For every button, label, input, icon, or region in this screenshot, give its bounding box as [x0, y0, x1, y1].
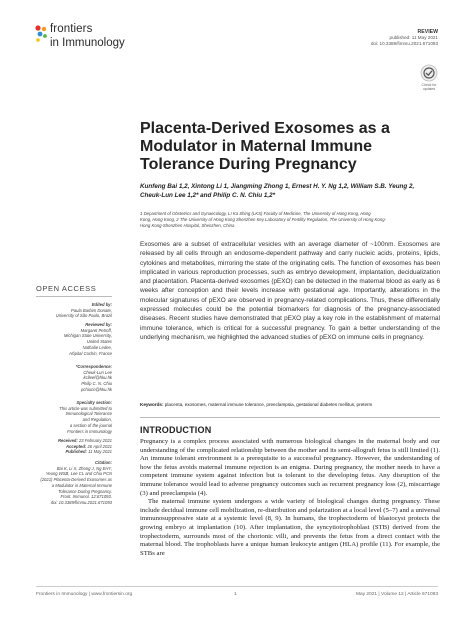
footer-divider: [36, 586, 438, 587]
footer-journal-link[interactable]: Frontiers in Immunology | www.frontiersin.org: [36, 592, 133, 597]
article-type: REVIEW: [417, 29, 438, 35]
correspondence: *Correspondence: Cheuk-Lun Lee kclleef@hku.hk Philip C. N. Chiu pchiucn@hku.hk: [36, 364, 112, 393]
footer-volume: May 2021 | Volume 12 | Article 671093: [356, 592, 438, 597]
page-number: 1: [234, 592, 237, 597]
intro-paragraph-1: Pregnancy is a complex process associated with numerous biological changes in the maternal body and our understanding of the complicated relationship between the mother and its semi-allograft fetus is still limited (1). An immune tolerant environment is a prerequisite to a successful pregnancy. However, the understanding of how the fetus avoids maternal immune rejection is an enigma. During pregnancy, the mother needs to have a competent immune system against infection but is tolerant to the developing fetus. Any disruption of the immune tolerance would lead to adverse pregnancy outcomes such as recurrent pregnancy loss (2), miscarriage (3) and preeclampsia (4).: [140, 438, 440, 497]
published-date: published: 11 May 2021: [389, 35, 438, 41]
crossmark-label[interactable]: Check for updates: [421, 83, 437, 91]
intro-paragraph-2: The maternal immune system undergoes a wide variety of biological changes during pregnancy. These include decidual immune cell mobilization, re-distribution and polarization at a local level (5–7) and a universal immunosuppressive state at a systemic level (8, 9). In humans, the trophectoderm of blastocyst protects the growing embryo at implantation (10). After implantation, the syncytiotrophoblast (STB) derived from the trophectoderm, surrounds most of the chorionic villi, and prevents the fetus from a direct contact with the maternal blood. The trophoblasts have a unique human leukocyte antigen (HLA) profile (11). For example, the STBs are: [140, 498, 440, 557]
open-access-label: OPEN ACCESS: [36, 284, 97, 293]
affiliations: 1 Department of Obstetrics and Gynaecology, LI Ka Shing (LKS) Faculty of Medicine, The University of Hong Kong, Hong Kong, Hong Kong, 2 The University of Hong Kong Shenzhen Key Laboratory of Fertility Regulation, The University of Hong Kong- Hong Kong-Shenzhen Hospital, Shenzhen, China: [140, 211, 387, 228]
author-list[interactable]: Kunfeng Bai 1,2, Xintong Li 1, Jiangming Zhong 1, Ernest H. Y. Ng 1,2, William S.B. Yeung 2, Cheuk-Lun Lee 1,2* and Philip C. N. Chiu 1,2*: [140, 183, 415, 199]
divider: [140, 417, 440, 418]
citation: Citation: Bai K, Li X, Zhong J, Ng EHY, Yeung WSB, Lee CL and Chiu PCN (2021) Placenta-Derived Exosomes as a Modulator in Maternal Immune Tolerance During Pregnancy. Front. Immunol. 12:671093. doi: 10.3389/fimmu.2021.671093: [40, 460, 112, 505]
edited-by: Edited by: Paula Barbim Donate, University of São Paulo, Brazil: [55, 302, 112, 319]
reviewed-by: Reviewed by: Margaret Petroff, Michigan State University, United States Nathalie Ledee, Hôpital Cochin, France: [63, 322, 112, 356]
doi-link[interactable]: doi: 10.3389/fimmu.2021.671093: [370, 41, 438, 47]
email-link[interactable]: pchiucn@hku.hk: [80, 386, 112, 392]
journal-name[interactable]: in Immunology: [50, 37, 125, 49]
article-meta: [371, 29, 438, 48]
brand-name[interactable]: frontiers: [50, 23, 93, 35]
keywords-label: Keywords:: [140, 402, 164, 407]
article-title: Placenta-Derived Exosomes as a Modulator in Maternal Immune Tolerance During Pregnancy: [140, 120, 390, 173]
frontiers-logo-icon: [34, 24, 48, 46]
crossmark-icon[interactable]: [420, 64, 438, 82]
email-link[interactable]: kclleef@hku.hk: [83, 375, 112, 381]
keywords-text: placenta, exosomes, maternal immune tolerance, preeclampsia, gestational diabetes mellitus, preterm: [164, 402, 373, 407]
abstract: Exosomes are a subset of extracellular vesicles with an average diameter of ~100nm. Exosomes are released by all cells through an endosome-dependent pathway and carry nucleic acids, proteins, lipids, cytokines and metabolites, mirroring the state of the originating cells. The function of exosomes has been implicated in various reproduction processes, such as embryo development, implantation, decidualization and placentation. Placenta-derived exosomes (pEXO) can be detected in the maternal blood as early as 6 weeks after conception and their levels increase with gestational age. Importantly, alterations in the molecular signatures of pEXO are observed in pregnancy-related complications. Thus, these differentially expressed molecules could be the potential biomarkers for diagnosis of the pregnancy-associated diseases. Recent studies have demonstrated that pEXO play a key role in the establishment of maternal immune tolerance, which is critical for a successful pregnancy. To gain a better understanding of the underlying mechanism, we highlighted the advanced studies of pEXO on immune cells in pregnancy.: [140, 241, 440, 341]
sidebar-divider: [36, 296, 112, 297]
intro-body: [140, 438, 440, 558]
keywords: [140, 402, 440, 408]
dates: Received: 23 February 2021 Accepted: 26 April 2021 Published: 11 May 2021: [57, 438, 112, 455]
specialty-section: Specialty section: This article was submitted to Immunological Tolerance and Regulation, a section of the journal Frontiers in Immunology: [59, 400, 112, 434]
section-heading: INTRODUCTION: [140, 425, 212, 435]
